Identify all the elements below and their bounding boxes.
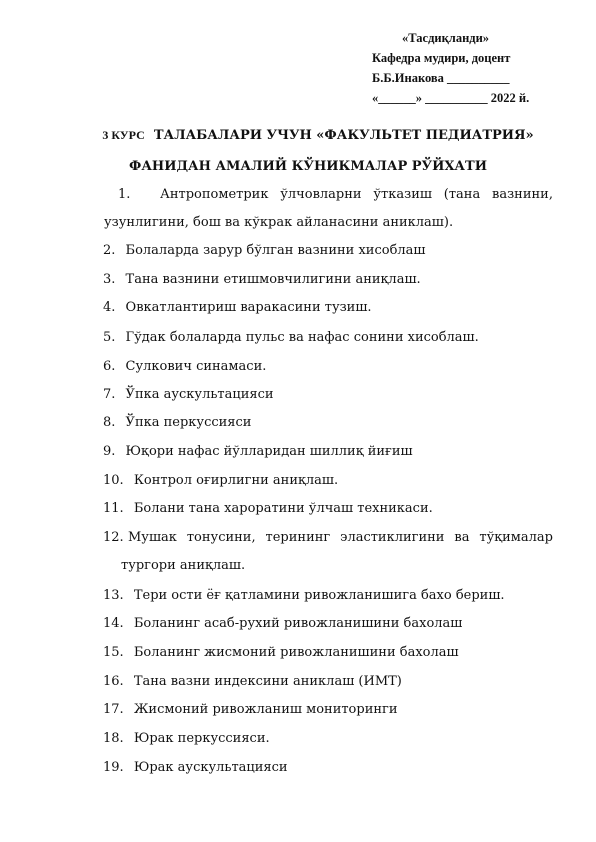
list-item-number: 4.: [103, 300, 116, 315]
list-item-word: Мушак: [128, 530, 177, 545]
list-item-text: Овкатлантириш варакасини тузиш.: [125, 300, 372, 315]
list-item-number: 14.: [103, 616, 124, 631]
list-item: [103, 501, 433, 517]
list-item-text: Болани тана хароратини ўлчаш техникаси.: [133, 501, 433, 516]
list-item-number: 3.: [103, 272, 116, 287]
list-item-number: 1.: [118, 187, 131, 202]
list-item-text: Жисмоний ривожланиш мониторинги: [133, 702, 398, 717]
list-item-text: Боланинг жисмоний ривожланишини бахолаш: [133, 645, 459, 660]
list-item-text: Юқори нафас йўлларидан шиллиқ йиғиш: [125, 444, 413, 459]
list-item-number: 17.: [103, 702, 124, 717]
list-item-text: [128, 530, 553, 546]
list-item-number: 7.: [103, 387, 116, 402]
list-item: [103, 415, 251, 431]
list-item: [103, 702, 398, 718]
list-item-number: 13.: [103, 588, 124, 603]
list-item-text: Боланинг асаб-рухий ривожланишини бахолаш: [133, 616, 463, 631]
list-item-text: Сулкович синамаси.: [125, 359, 267, 374]
list-item-number: 6.: [103, 359, 116, 374]
list-item: [103, 760, 288, 776]
list-item-text: Ўпка перкуссияси: [125, 415, 252, 430]
list-item-number: 2.: [103, 243, 116, 258]
approval-position: Кафедра мудири, доцент: [372, 51, 511, 65]
list-item-word: эластиклигини: [340, 530, 445, 545]
list-item: [103, 272, 421, 288]
list-item-text: Контрол оғирлигни аниқлаш.: [133, 473, 339, 488]
list-item-number: 18.: [103, 731, 124, 746]
list-item-text: Тана вазни индексини аниклаш (ИМТ): [133, 674, 402, 689]
list-item-text: Ўпка аускультацияси: [125, 387, 274, 402]
course-label: 3 КУРС: [102, 128, 145, 142]
list-item: [103, 731, 270, 747]
list-item: [103, 330, 479, 346]
list-item-text: Гўдак болаларда пульс ва нафас сонини хисоблаш.: [125, 330, 479, 345]
approval-signatory: Б.Б.Инакова __________: [372, 71, 510, 85]
list-item-word: Антропометрик: [160, 187, 269, 202]
list-item-text: Юрак перкуссияси.: [133, 731, 270, 746]
list-item: [103, 300, 372, 316]
title-line1-text: ТАЛАБАЛАРИ УЧУН «ФАКУЛЬТЕТ ПЕДИАТРИЯ»: [153, 128, 534, 143]
list-item-word: вазнини,: [492, 187, 553, 202]
list-item-number: 8.: [103, 415, 116, 430]
list-item-number: 11.: [103, 501, 124, 516]
list-item-number: 9.: [103, 444, 116, 459]
approval-title: «Тасдиқланди»: [402, 31, 490, 45]
list-item: [103, 359, 266, 375]
list-item-number: 10.: [103, 473, 124, 488]
list-item-word: (тана: [443, 187, 481, 202]
list-item-text: Тери ости ёғ қатламини ривожланишига бахо бериш.: [133, 588, 505, 603]
list-item-number: 15.: [103, 645, 124, 660]
list-item-word: тўқималар: [479, 530, 553, 545]
list-item: [103, 645, 459, 661]
list-item-number: 5.: [103, 330, 116, 345]
list-item-number: 16.: [103, 674, 124, 689]
document-title-line1: [20, 128, 596, 143]
list-item-text: Болаларда зарур бўлган вазнини хисоблаш: [125, 243, 426, 258]
list-item: [103, 473, 338, 489]
list-item-word: ўлчовларни: [280, 187, 362, 202]
approval-stamp: [372, 28, 582, 108]
list-item-word: тонусини,: [186, 530, 256, 545]
list-item-number: 12.: [103, 530, 124, 545]
list-item-word: терининг: [265, 530, 331, 545]
list-item-text: [160, 187, 553, 203]
list-item: [103, 588, 505, 604]
list-item: [103, 674, 402, 690]
list-item-text: Юрак аускультацияси: [133, 760, 288, 775]
list-item-text: Тана вазнини етишмовчилигини аниқлаш.: [125, 272, 421, 287]
list-item-number: 19.: [103, 760, 124, 775]
list-item-word: ўтказиш: [373, 187, 432, 202]
list-item-continuation: узунлигини, бош ва кўкрак айланасини аниклаш).: [104, 215, 454, 230]
approval-date: «______» __________ 2022 й.: [372, 91, 530, 105]
list-item: [103, 243, 426, 259]
list-item-continuation: тургори аниқлаш.: [121, 558, 246, 573]
list-item-word: ва: [454, 530, 470, 545]
list-item: [103, 387, 274, 403]
list-item: [103, 616, 462, 632]
list-item: [103, 444, 413, 460]
document-title-line2: ФАНИДАН АМАЛИЙ КЎНИКМАЛАР РЎЙХАТИ: [129, 159, 487, 174]
